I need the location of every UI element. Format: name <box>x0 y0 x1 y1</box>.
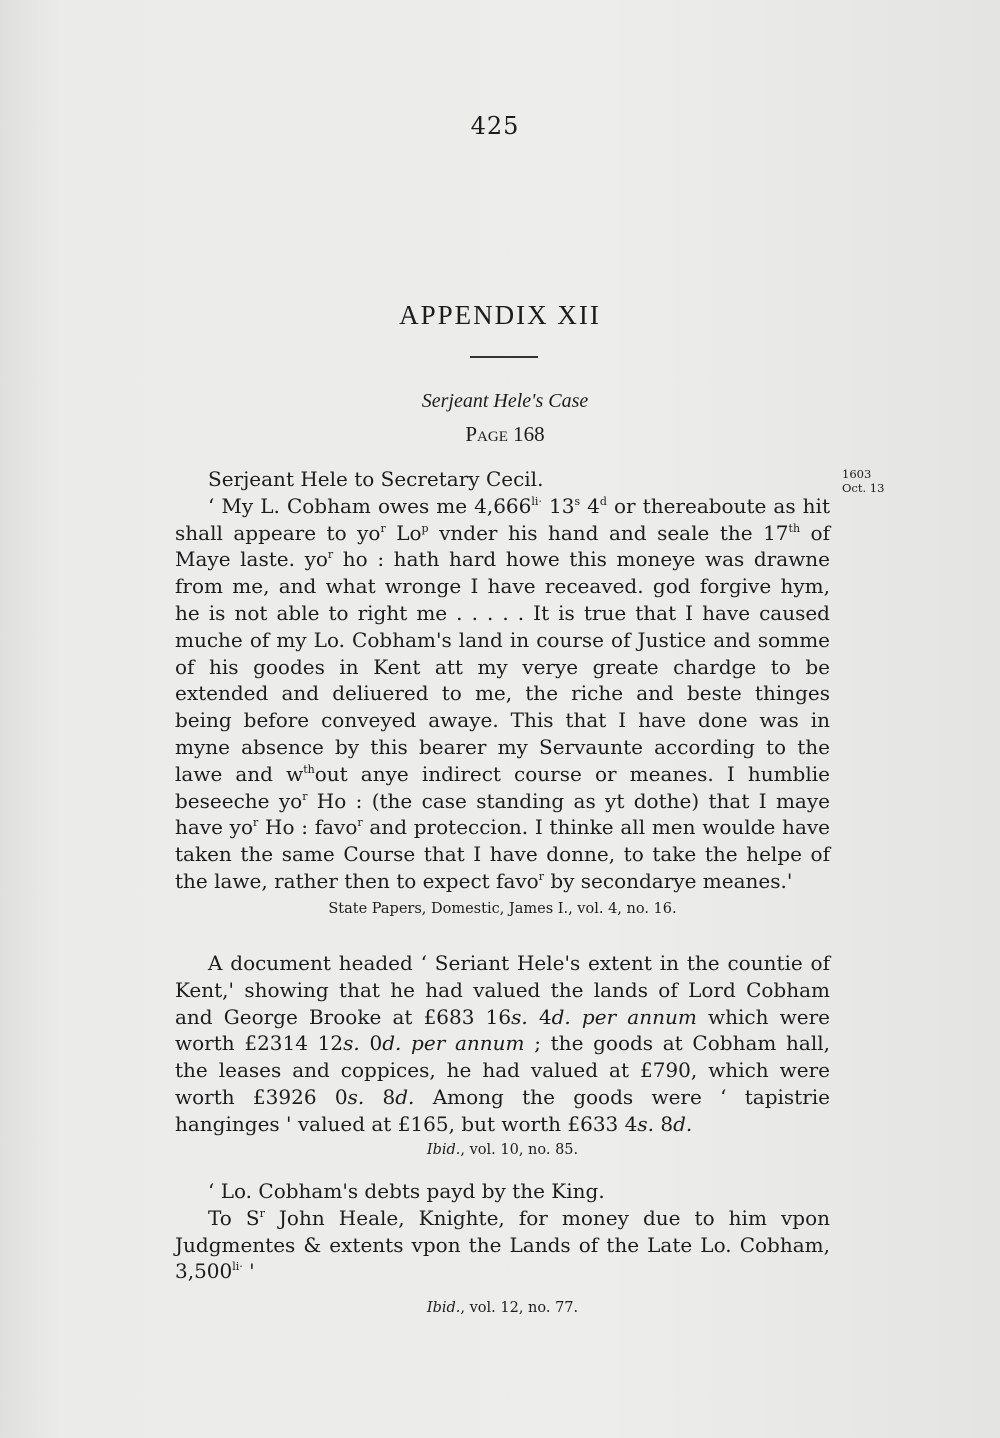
source-citation-3: Ibid., vol. 12, no. 77. <box>426 1300 579 1316</box>
debts-block <box>175 1178 830 1285</box>
letter-body: ‘ My L. Cobham owes me $4,666^{li\cdot}$ 13$^s$ 4$^d$ or thereaboute as hit shall appeare to $yo^r$ Lo$^p$ vnder his hand and seale the 17th of Maye laste. $yo^r$ ho : hath hard howe this moneye was drawne from me, and what wronge I have receaved. god forgive hym, he is not able to right me . . . . . It is true that I have caused muche of my Lo. Cobham's land in course of Justice and somme of his goodes in Kent att my verye greate chardge to be extended and deliuered to me, the riche and beste thinges being before conveyed awaye. This that I have done was in myne absence by this bearer my Servaunte according to the lawe and $w^{th}out$ anye indirect course or meanes. I humblie beseeche $yo^r$ Ho : (the case standing as yt dothe) that I maye have $yo^r$ Ho : favo$^r$ and proteccion. I thinke all men woulde have taken the same Course that I have donne, to take the helpe of the lawe, rather then to expect favo$^r$ by secondarye meanes.' <box>175 493 831 893</box>
margin-date: Oct. 13 <box>842 481 885 495</box>
debts-heading: ‘ Lo. Cobham's debts payd by the King. <box>208 1179 605 1203</box>
document-paragraph: A document headed ‘ Seriant Hele's extent in the countie of Kent,' showing that he had valued the lands of Lord Cobham and George Brooke at £683 16s. 4d. per annum which were worth £2314 12s. 0d. per annum ; the goods at Cobham hall, the leases and coppices, he had valued at £790, which were worth £3926 0s. 8d. Among the goods were ‘ tapistrie hanginges ' valued at £165, but worth £633 4s. 8d. <box>175 951 831 1136</box>
source-citation-1: State Papers, Domestic, James I., vol. 4, no. 16. <box>328 901 677 917</box>
margin-date-note <box>842 467 912 495</box>
page-reference: Page 168 <box>465 422 545 446</box>
page-number: 425 <box>470 112 520 140</box>
letter-address: Serjeant Hele to Secretary Cecil. <box>208 467 544 491</box>
title-rule <box>470 356 538 358</box>
letter-block <box>175 466 830 895</box>
debts-entry: To $S^r$ John Heale, Knighte, for money due to him vpon Judgmentes & extents vpon the Lands of the Late Lo. Cobham, $3,500^{li\cdot}$ ' <box>175 1205 830 1284</box>
margin-year: 1603 <box>842 467 872 481</box>
appendix-title: APPENDIX XII <box>399 300 601 330</box>
case-subtitle: Serjeant Hele's Case <box>421 390 589 412</box>
source-citation-2: Ibid., vol. 10, no. 85. <box>426 1142 579 1158</box>
